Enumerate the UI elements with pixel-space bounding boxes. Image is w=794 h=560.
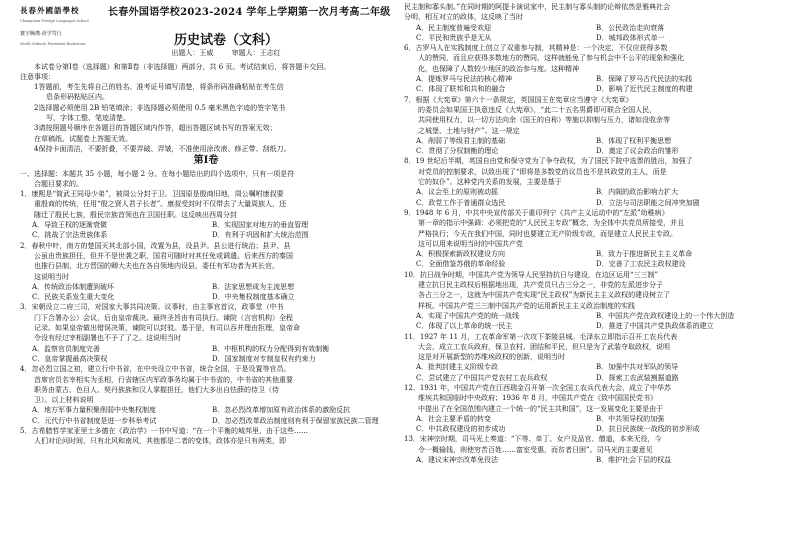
option: C．尝试建立了中国共产党农村工农兵政权 — [416, 373, 548, 382]
question-line: 3．宋朝设立二府三司，对国家大事共同决策。议事时，由主事官首议，政事堂（中书 — [20, 303, 284, 312]
question-line: 重殷商的传统，任用“殷之贤人君子长者”。康叔受封时不仅带去了大量周族人，还 — [34, 200, 287, 209]
question-line: 7．根据《大宪章》第六十一条规定，英国国王在宪章应当遵守《大宪章》 — [404, 95, 633, 104]
options — [404, 455, 776, 465]
question-12 — [404, 383, 776, 434]
option: C．政党工作于普通群众选民 — [416, 198, 506, 207]
reviewer: 审题人：王志红 — [231, 49, 281, 58]
option: A．监察官员制度完善 — [32, 344, 101, 353]
question-line: 大会，成立工农兵政府，保卫农村、团结和平民，但只是为了武装夺取政权，说明 — [418, 342, 670, 351]
options — [20, 220, 392, 241]
option: A．议会至上的原则被动摇 — [416, 188, 499, 197]
options — [404, 136, 776, 157]
question-line: 也推行县制，北方晋国的卿大夫也在各自领地内设县，委任有军功者为其长官。 — [34, 262, 279, 271]
option: C．全面借鉴苏俄的革命经验 — [416, 260, 506, 269]
option: D．影响了近代民主制度的构建 — [596, 85, 693, 94]
options — [404, 311, 776, 332]
note-line: 2选择题必须使用 2B 铅笔填涂；非选择题必须使用 0.5 毫米黑色字迹的签字笔书 — [34, 103, 286, 112]
question-3 — [20, 302, 392, 364]
question-5 — [20, 426, 392, 447]
note-line: 在草稿纸、试题卷上答题无效。 — [34, 134, 132, 143]
logo-motto: 寰宇胸襟·尚学笃行 — [20, 30, 62, 37]
question-line: 5．古希腊哲学家亚里士多德在《政治学》一书中写道：“在一个平衡的城邦里，由于这些…… — [20, 426, 309, 435]
question-line: 令一概输钱，则使穷苦百姓……富室受惠，而贫者日困”。司马光的主要意见 — [418, 445, 653, 454]
question-line: 人的赞同，而且应获得多数地方的赞同，这样就能免了参与机会中不公平的现象和强化 — [418, 54, 684, 63]
option: B．中共领导权的加强 — [596, 414, 665, 423]
option: C．挑战了宗法贵族体系 — [32, 231, 108, 240]
question-line: 这可以用来说明当时的中国共产党 — [418, 239, 523, 248]
notes-heading: 注意事项： — [20, 72, 55, 81]
question-line: 10．抗日战争时期，中国共产党为领导人民坚持抗日与建设，在边区运用“三三制” — [404, 270, 659, 279]
option: C．皇帝掌握最高决策权 — [32, 354, 108, 363]
option: D．探索工农武装割据道路 — [596, 373, 679, 382]
question-line: 12．1931 年，中国共产党在江西瑞金召开第一次全国工农兵代表大会，成立了中华苏 — [404, 383, 671, 392]
left-column — [20, 0, 392, 447]
question-line: 人们对论问时间，只有北风和南风，其他都是二者的变体，政体亦是只有两类，即 — [34, 437, 286, 446]
option: B．公民政治走向衰落 — [596, 23, 665, 32]
volume-heading: 第Ⅰ卷 — [193, 155, 219, 167]
note-line: 1答题前，考生先将自己的姓名、准考证号填写清楚，将条形码准确粘贴在考生信 — [34, 83, 284, 92]
option: B．中国共产党在政权建设上的一个伟大创造 — [596, 311, 735, 320]
option: C．民族关系发生重大变化 — [32, 293, 115, 302]
question-line: 11．1927 年 11 月，工农革命军第一次攻下茶陵县城。毛泽东立即指示召开工农兵代表 — [404, 332, 678, 341]
option: B．保障了罗马古代民法的实践 — [596, 75, 693, 84]
question-line: 6．古罗马人在实践制度上创立了双重参与制，其精神是：一个决定，不仅应获得多数 — [404, 44, 668, 53]
note-line: 3请按照题号顺序在各题目的答题区域内作答，超出答题区域书写的答案无效； — [34, 124, 277, 133]
question-line: 职务由蒙古、色目人、契丹族族和汉人掌握担任，他们大多出自怯薛的侍卫（侍 — [34, 385, 279, 394]
option: A．削弱了等级君主制的基础 — [416, 136, 506, 145]
section-intro: 合题目要求的。 — [34, 179, 83, 188]
question-line: 令没有经过宰相副署也不予了了之。这说明当时 — [34, 334, 181, 343]
question-line: 13．宋神宗时期，司马光上奏道：“下等、单丁、女户及品官、僧道，本来无役，今 — [404, 435, 662, 444]
question-line: 9．1948 年 6 月，中共中央宣传部关于重印列宁《共产主义运动中的“左派”幼稚病》 — [404, 208, 669, 217]
question-6 — [404, 43, 776, 94]
options — [404, 362, 776, 383]
question-line: 各占三分之一，这就为中国共产党实现“民主政权”为新民主主义政权的建设树立了 — [418, 291, 671, 300]
option: D．国家制度对专制皇权有约束力 — [212, 354, 316, 363]
section-intro: 一、选择题：本题共 35 小题，每小题 2 分。在每小题给出的四个选项中，只有一项是符 — [20, 169, 295, 178]
option: A．建议宋神宗改革免役法 — [416, 456, 499, 465]
question-line: 随迁了殷民七族，殷民宗族首领也在卫国任职。这反映出西周分封 — [34, 210, 237, 219]
question-line: 4．忽必烈立国之初，建立行中书省，在中央设立中书省，统合全国，于是设置等官员。 — [20, 365, 291, 374]
authors — [60, 48, 392, 58]
question-line: 分明、相互对立的政体，这反映了当时 — [404, 13, 523, 22]
writer: 出题人：王威 — [171, 49, 214, 58]
option: B．致力于推进新民主主义革命 — [596, 250, 693, 259]
option: D．完善了工农民主政权建设 — [596, 260, 686, 269]
options — [404, 74, 776, 95]
question-8 — [404, 156, 776, 207]
option: C．中共政权建设的初步成功 — [416, 425, 506, 434]
question-10 — [404, 270, 776, 332]
option: B．法家思想成为主流思想 — [212, 282, 295, 291]
option: D．立法与司法职能之间冲突加剧 — [596, 198, 700, 207]
exam-title: 长春外国语学校2023-2024 学年上学期第一次月考高二年级 — [108, 7, 391, 18]
option: D．抗日民族统一战线的初步形成 — [596, 425, 700, 434]
question-line: 公虽由贵族担任，但并不是世袭之职，国君可随时对其任免或调遣。后来西方的秦国 — [34, 251, 293, 260]
options — [404, 249, 776, 270]
logo-motto-en: World Outlook, Persistent Endeavour — [20, 41, 86, 46]
option: A．传统政治体制遭到破坏 — [32, 282, 115, 291]
option: B．忽必烈改革增加原有政治体系的激励反抗 — [212, 406, 351, 415]
question-11 — [404, 332, 776, 383]
page-title: 历史试卷（文科） — [173, 33, 278, 48]
question-line: 共同使用权力，以一切方法向余（国王的自称）等施以抑制与压力，诸如没收余等 — [418, 116, 670, 125]
option: D．奠定了议会政治的雏形 — [596, 147, 679, 156]
option: C．元代行中书省制度是进一步科举考试 — [32, 416, 157, 425]
question-line: 对党员的控制要求，以致出现了“即将是多数党的议员也不是其政党的主人，而是 — [418, 167, 667, 176]
note-line: 息条形码粘贴区内。 — [46, 93, 109, 102]
question-line: 门下合署办公）会议，后由皇帝裁决。最终圣旨由有司执行。谏院（言官机构）全程 — [34, 313, 293, 322]
school-logo — [20, 6, 100, 46]
option: A．民主制度普遍受欢迎 — [416, 23, 492, 32]
note-line: 4保持卡面清洁，不要折叠，不要弄破、弄皱，不准使用涂改液、修正带、刮纸刀。 — [34, 144, 291, 153]
question-line: 它的奴仆”。这种党内关系的发展，主要是基于 — [418, 178, 562, 187]
question-line: 的委员会如果国王执意违反《大宪章》，“此二十五名男爵即可联合全国人民， — [418, 105, 657, 114]
question-13 — [404, 434, 776, 465]
question-2 — [20, 241, 392, 303]
option: D．推进了中国共产党执政体系的建立 — [596, 322, 714, 331]
option: D．有利于巩固和扩大统治范围 — [212, 231, 309, 240]
question-line: 之城堡、土地与财产”。这一规定 — [418, 126, 520, 135]
option: D．中央集权制度基本确立 — [212, 293, 295, 302]
question-line: 样板。中国共产党三三制中国共产党的运用新民主主义政治制度的实践 — [418, 301, 635, 310]
option: A．积极探索新政权建设方向 — [416, 250, 506, 259]
question-line: 中提出了在全国范围内建立一个统一的“民主共和国”，这一发展变化主要是由于 — [418, 404, 664, 413]
question-line: 化，也保障了人数较少地区的政治参与度。这种精神 — [418, 64, 579, 73]
option: B．加强中共对军队的领导 — [596, 363, 679, 372]
option: B．体现了权利平衡思想 — [596, 136, 672, 145]
note-line: 写，字体工整、笔迹清楚。 — [46, 114, 130, 123]
options — [20, 282, 392, 303]
right-column — [404, 2, 776, 465]
question-1 — [20, 189, 392, 240]
option: D．城邦政体形式单一 — [596, 33, 665, 42]
option: C．平民和贵族乎是无从 — [416, 33, 492, 42]
option: C．体现了联邦和共和的融合 — [416, 85, 506, 94]
options — [404, 414, 776, 435]
options — [404, 187, 776, 208]
question-line: 这是对开展新型的苏维埃政权的创新，说明当时 — [418, 353, 565, 362]
option: B．中枢机构的权力分配得到有效制衡 — [212, 344, 330, 353]
option: B．内阁的政治影响力扩大 — [596, 188, 679, 197]
option: D．忽必烈改革政治制度则有利于保留家族民族二管理 — [212, 416, 379, 425]
options — [20, 405, 392, 426]
question-line: 维埃共和国临时中央政府；1936 年 8 月，中国共产党在《致中国国民党书》 — [418, 394, 657, 403]
question-line: 记录。如果皇帝做出错误决策，谏院可以封驳。基于是，有司以吞并理由拒理，皇帝命 — [34, 324, 300, 333]
question-line: 民主制和寡头制。”在同时期的阿提卡演说家中，民主制与寡头制的论辩依然是雅典社会 — [404, 3, 671, 11]
question-line: 建立抗日民主政权后根据地出现，共产党员只占三分之一，非党的左派进步分子 — [418, 281, 663, 290]
logo-subtitle: Changchun Foreign Languages School — [20, 19, 89, 24]
option: A．实现了中国共产党的统一战线 — [416, 311, 520, 320]
question-line: 这说明当时 — [34, 272, 69, 281]
option: B．实现国家对地方的垂直管理 — [212, 221, 309, 230]
option: A．批判封建主义阶级专政 — [416, 363, 499, 372]
question-line: 8．19 世纪后半期，英国自由党和保守党为了争夺政权，为了国民下院中选票的胜出，加强了 — [404, 157, 693, 166]
option: A．提炼罗马与民法的核心精神 — [416, 75, 513, 84]
option: A．社会主要矛盾的转变 — [416, 414, 492, 423]
option: C．贯彻了分权制衡的理论 — [416, 147, 499, 156]
option: A．导致王权的逐渐衰微 — [32, 221, 108, 230]
options — [20, 344, 392, 365]
intro-text: 本试卷分第Ⅰ卷（选择题）和第Ⅱ卷（非选择题）两部分，共 6 页。考试结束后，将答题卡交回。 — [34, 62, 331, 71]
question-line: 2．春秋中叶，南方的楚国灭其北部小国，改置为县，设县尹。县公进行统治；县尹、县 — [20, 241, 291, 250]
question-9 — [404, 208, 776, 270]
question-line: 1．康熙是“简武王同母少弟”，被周公分封于卫。卫国原是殷商旧地，周公嘱咐康叔要 — [20, 190, 284, 199]
question-line: 首席官员名宰相实为丞相，行省辖区内军政事务均属于中书省的，中书省的其他重要 — [34, 375, 293, 384]
question-line: 第一章的指示中强调：必须把党的“人民民主专政”概念，为全体中共党员所接受，并且 — [418, 219, 685, 228]
question-7 — [404, 95, 776, 157]
option: A．地方军事力量积聚削弱中央集权制度 — [32, 406, 157, 415]
logo-title: 長春外國語學校 — [20, 6, 80, 15]
question-line: 严格执行；今天在我们中国，同时也要建立无产阶级专政，而是建立人民民主专政。 — [418, 229, 677, 238]
question-line: 卫）。以上材料说明 — [34, 396, 94, 405]
option: B．维护社会下层的权益 — [596, 456, 672, 465]
question-4 — [20, 364, 392, 426]
options — [404, 23, 776, 44]
option: C．体现了以上革命的统一民主 — [416, 322, 513, 331]
